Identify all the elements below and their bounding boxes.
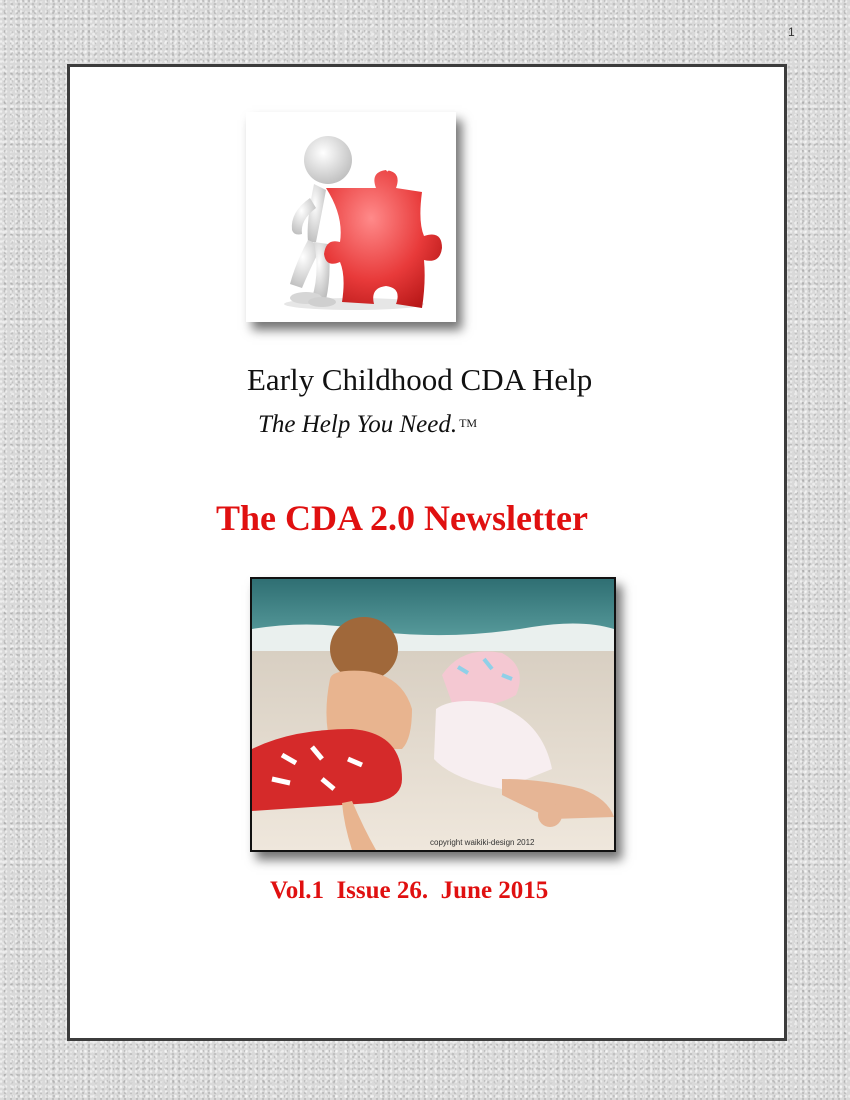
- issue-info: Vol.1 Issue 26. June 2015: [270, 877, 549, 904]
- newsletter-title: The CDA 2.0 Newsletter: [216, 498, 588, 538]
- puzzle-figure-logo: [246, 112, 456, 322]
- puzzle-figure-icon: [246, 112, 456, 322]
- tagline-text: The Help You Need.: [258, 411, 458, 438]
- beach-children-photo: [250, 577, 616, 852]
- page-number: 1: [788, 25, 795, 39]
- tagline: [258, 411, 477, 439]
- trademark-symbol: TM: [459, 416, 478, 430]
- beach-photo-image: [252, 579, 614, 850]
- cover-frame: [67, 64, 787, 1041]
- photo-watermark: copyright waikiki-design 2012: [430, 838, 535, 847]
- organization-name: Early Childhood CDA Help: [247, 362, 593, 397]
